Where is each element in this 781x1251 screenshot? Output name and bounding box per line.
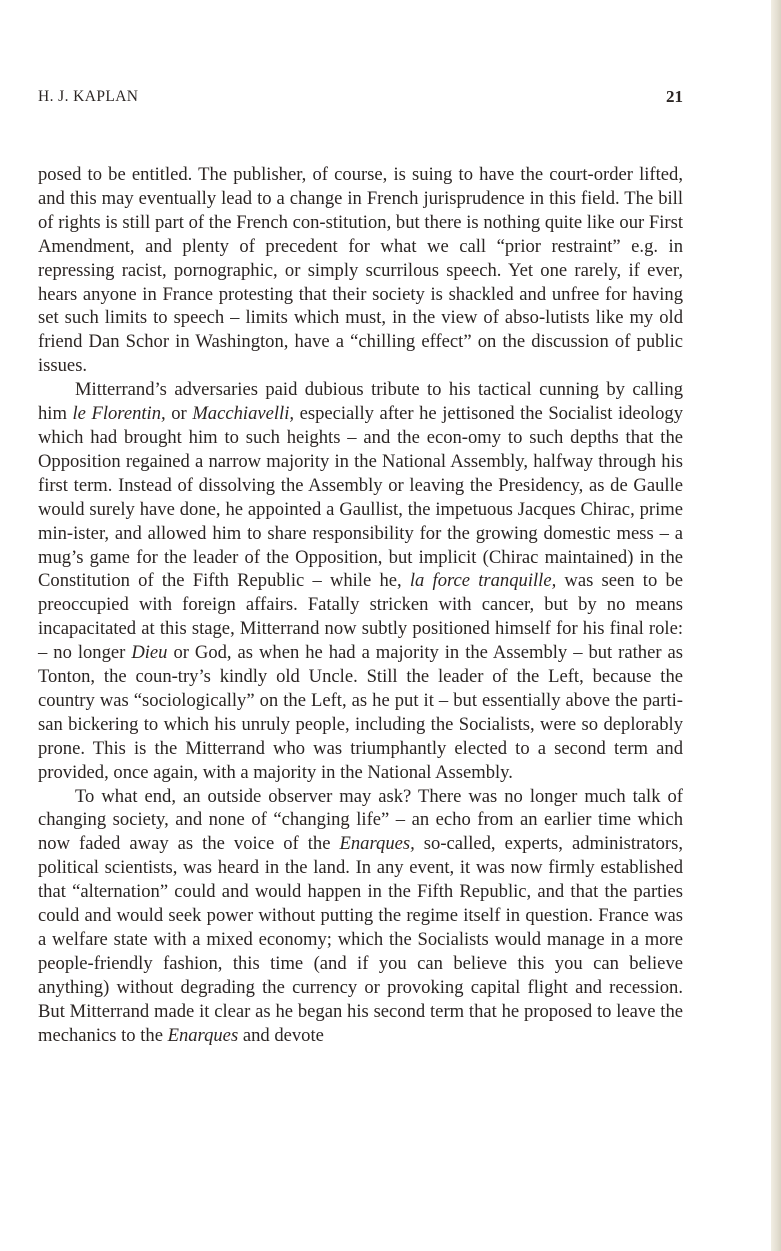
text-run: and devote xyxy=(238,1024,324,1046)
text-run: was seen to be preoccupied with foreign affairs. Fatally stricken with cancer, but by no means incapacitated at this stage, Mitterrand now subtly positioned himself for his final role: – no longer xyxy=(38,570,684,664)
italic-run: le Florentin, xyxy=(72,403,166,425)
page-edge-shadow xyxy=(771,0,781,1251)
text-run: Mitterrand’s adversaries paid dubious tribute to his tactical cunning by calling him xyxy=(38,379,683,425)
paragraph-3 xyxy=(38,785,683,1048)
italic-run: Dieu xyxy=(131,642,168,664)
text-run: so-called, experts, administrators, political scientists, was heard in the land. In any event, it was now firmly established that “alternation” could and would happen in the Fifth Republic, and that the parties could and would seek power without putting the regime itself in question. France was a welfare state with a mixed economy; which the Socialists would manage in a more people-friendly fashion, this time (and if you can believe this you can believe anything) without degrading the currency or provoking capital flight and recession. But Mitterrand made it clear as he began his second term that he proposed to leave the mechanics to the xyxy=(38,833,684,1046)
body-text xyxy=(38,163,683,1048)
text-run: To what end, an outside observer may ask? There was no longer much talk of changing society, and none of “changing life” – an echo from an earlier time which now faded away as the voice of the xyxy=(38,785,683,855)
italic-run: la force tranquille, xyxy=(409,570,557,592)
italic-run: Enarques xyxy=(167,1024,239,1046)
italic-run: Enarques, xyxy=(339,833,415,855)
text-run: especially after he jettisoned the Socialist ideology which had brought him to such heights – and the econ-omy to such depths that the Opposition regained a narrow majority in the National Assembly, halfway through his first term. Instead of dissolving the Assembly or leaving the Presidency, as de Gaulle would surely have done, he appointed a Gaullist, the impetuous Jacques Chirac, prime min-ister, and allowed him to share responsibility for the growing domestic mess – a mug’s game for the leader of the Opposition, but implicit (Chirac maintained) in the Constitution of the Fifth Republic – while he, xyxy=(38,403,684,592)
paragraph-2 xyxy=(38,378,683,784)
running-head xyxy=(38,88,683,112)
text-run: or God, as when he had a majority in the Assembly – but rather as Tonton, the coun-try’s kindly old Uncle. Still the leader of the Left, because the country was “sociologically” on the Left, as he put it – but essentially above the parti-san bickering to which his unruly people, including the Socialists, were so deplorably prone. This is the Mitterrand who was triumphantly elected to a second term and provided, once again, with a majority in the National Assembly. xyxy=(38,642,683,783)
italic-run: Macchiavelli, xyxy=(192,403,295,425)
text-run: posed to be entitled. The publisher, of course, is suing to have the court-order lifted, and this may eventually lead to a change in French jurisprudence in this field. The bill of rights is still part of the French con-stitution, but there is nothing quite like our First Amendment, and plenty of precedent for what we call “prior restraint” e.g. in repressing racist, pornographic, or simply scurrilous speech. Yet one rarely, if ever, hears anyone in France protesting that their society is shackled and unfree for having set such limits to speech – limits which must, in the view of abso-lutists like my old friend Dan Schor in Washington, have a “chilling effect” on the discussion of public issues. xyxy=(38,164,683,377)
text-run: or xyxy=(165,403,193,425)
paragraph-1 xyxy=(38,163,683,378)
page-number: 21 xyxy=(666,87,683,106)
running-head-author: H. J. KAPLAN xyxy=(38,88,139,105)
